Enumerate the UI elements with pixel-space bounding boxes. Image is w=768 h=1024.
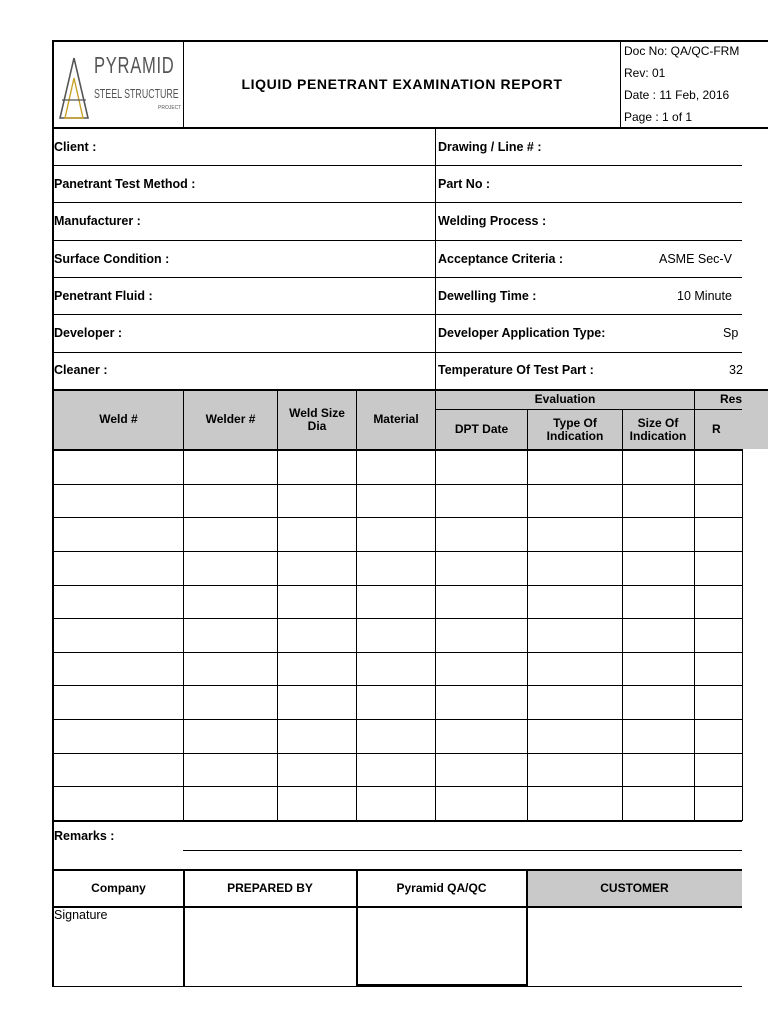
table-row-line	[52, 685, 742, 686]
table-row-line	[52, 585, 742, 586]
col-header-result-sub: R	[712, 422, 721, 436]
fields-bottom	[52, 389, 768, 391]
signature-label: Signature	[54, 908, 108, 922]
grid-h-line	[52, 314, 742, 315]
grid-h-line	[52, 240, 742, 241]
page-number: Page : 1 of 1	[624, 110, 693, 124]
doc-date: Date : 11 Feb, 2016	[624, 88, 730, 102]
grid-v-line	[356, 390, 357, 821]
field-welding-process-label: Welding Process :	[438, 214, 547, 228]
table-bottom	[52, 820, 742, 822]
border-top	[52, 40, 768, 42]
field-test-method-label: Panetrant Test Method :	[54, 177, 196, 191]
footer-prepared-by-header: PREPARED BY	[227, 880, 313, 895]
grid-h-line	[52, 202, 742, 203]
col-header-material: Material	[373, 412, 419, 426]
grid-v-line	[435, 390, 436, 821]
remarks-underline	[183, 850, 742, 851]
field-acceptance-criteria-value: ASME Sec-V	[659, 252, 732, 266]
grid-v-line	[527, 410, 528, 821]
report-title: LIQUID PENETRANT EXAMINATION REPORT	[241, 76, 563, 92]
table-row-line	[52, 484, 742, 485]
grid-h-line	[52, 352, 742, 353]
table-row-line	[52, 618, 742, 619]
table-header-bottom	[52, 449, 742, 451]
col-header-result: Res	[720, 392, 743, 406]
logo-tag: PROJECT	[158, 105, 182, 111]
footer-top	[52, 869, 742, 871]
field-surface-condition-label: Surface Condition :	[54, 252, 170, 266]
field-manufacturer-label: Manufacturer :	[54, 214, 141, 228]
grid-v-line	[742, 449, 743, 821]
field-dwelling-time-value: 10 Minute	[677, 289, 732, 303]
field-developer-application-value: Sp	[723, 326, 739, 340]
field-developer-label: Developer :	[54, 326, 123, 340]
footer-qa-header: Pyramid QA/QC	[396, 880, 487, 895]
grid-v-line	[620, 40, 621, 128]
grid-v-line	[277, 390, 278, 821]
footer-company-header: Company	[91, 880, 146, 895]
field-acceptance-criteria-label: Acceptance Criteria :	[438, 252, 564, 266]
table-row-line	[52, 551, 742, 552]
company-logo	[54, 42, 182, 126]
col-header-evaluation: Evaluation	[534, 392, 596, 406]
col-header-weld-size: Weld Size Dia	[289, 405, 345, 433]
col-header-weld: Weld #	[99, 412, 138, 426]
table-row-line	[52, 719, 742, 720]
footer-bottom	[52, 986, 742, 987]
footer-header-bottom	[52, 906, 742, 908]
grid-v-line	[183, 390, 184, 821]
logo-subtitle: STEEL STRUCTURE	[94, 86, 179, 101]
field-penetrant-fluid-label: Penetrant Fluid :	[54, 289, 153, 303]
col-header-welder: Welder #	[205, 412, 256, 426]
field-dwelling-time-label: Dewelling Time :	[438, 289, 537, 303]
field-cleaner-label: Cleaner :	[54, 363, 108, 377]
grid-v-line	[183, 40, 184, 128]
table-row-line	[52, 786, 742, 787]
field-temperature-value: 32	[729, 363, 743, 377]
grid-v-line	[435, 127, 436, 390]
grid-v-line	[622, 410, 623, 821]
col-header-dpt-date: DPT Date	[454, 422, 509, 436]
remarks-label: Remarks :	[54, 829, 115, 843]
field-drawing-line-label: Drawing / Line # :	[438, 140, 542, 154]
field-client-label: Client :	[54, 140, 97, 154]
grid-h-line	[52, 277, 742, 278]
logo-name: PYRAMID	[94, 52, 175, 78]
grid-v-line	[183, 869, 185, 986]
table-row-line	[52, 753, 742, 754]
table-row-line	[52, 652, 742, 653]
header-bottom	[52, 127, 768, 129]
grid-v-line	[694, 390, 695, 821]
footer-customer-header: CUSTOMER	[600, 880, 669, 895]
grid-h-line	[52, 165, 742, 166]
border-left	[52, 40, 54, 986]
col-header-type-indication: Type Of Indication	[546, 415, 604, 443]
field-developer-application-label: Developer Application Type:	[438, 326, 606, 340]
field-part-no-label: Part No :	[438, 177, 491, 191]
table-row-line	[52, 517, 742, 518]
field-temperature-label: Temperature Of Test Part :	[438, 363, 594, 377]
revision: Rev: 01	[624, 66, 666, 80]
grid-h-line	[436, 409, 742, 410]
grid-v-line	[526, 869, 528, 986]
col-header-size-indication: Size Of Indication	[629, 415, 687, 443]
doc-number: Doc No: QA/QC-FRM	[624, 44, 740, 58]
grid-v-line	[356, 869, 358, 986]
